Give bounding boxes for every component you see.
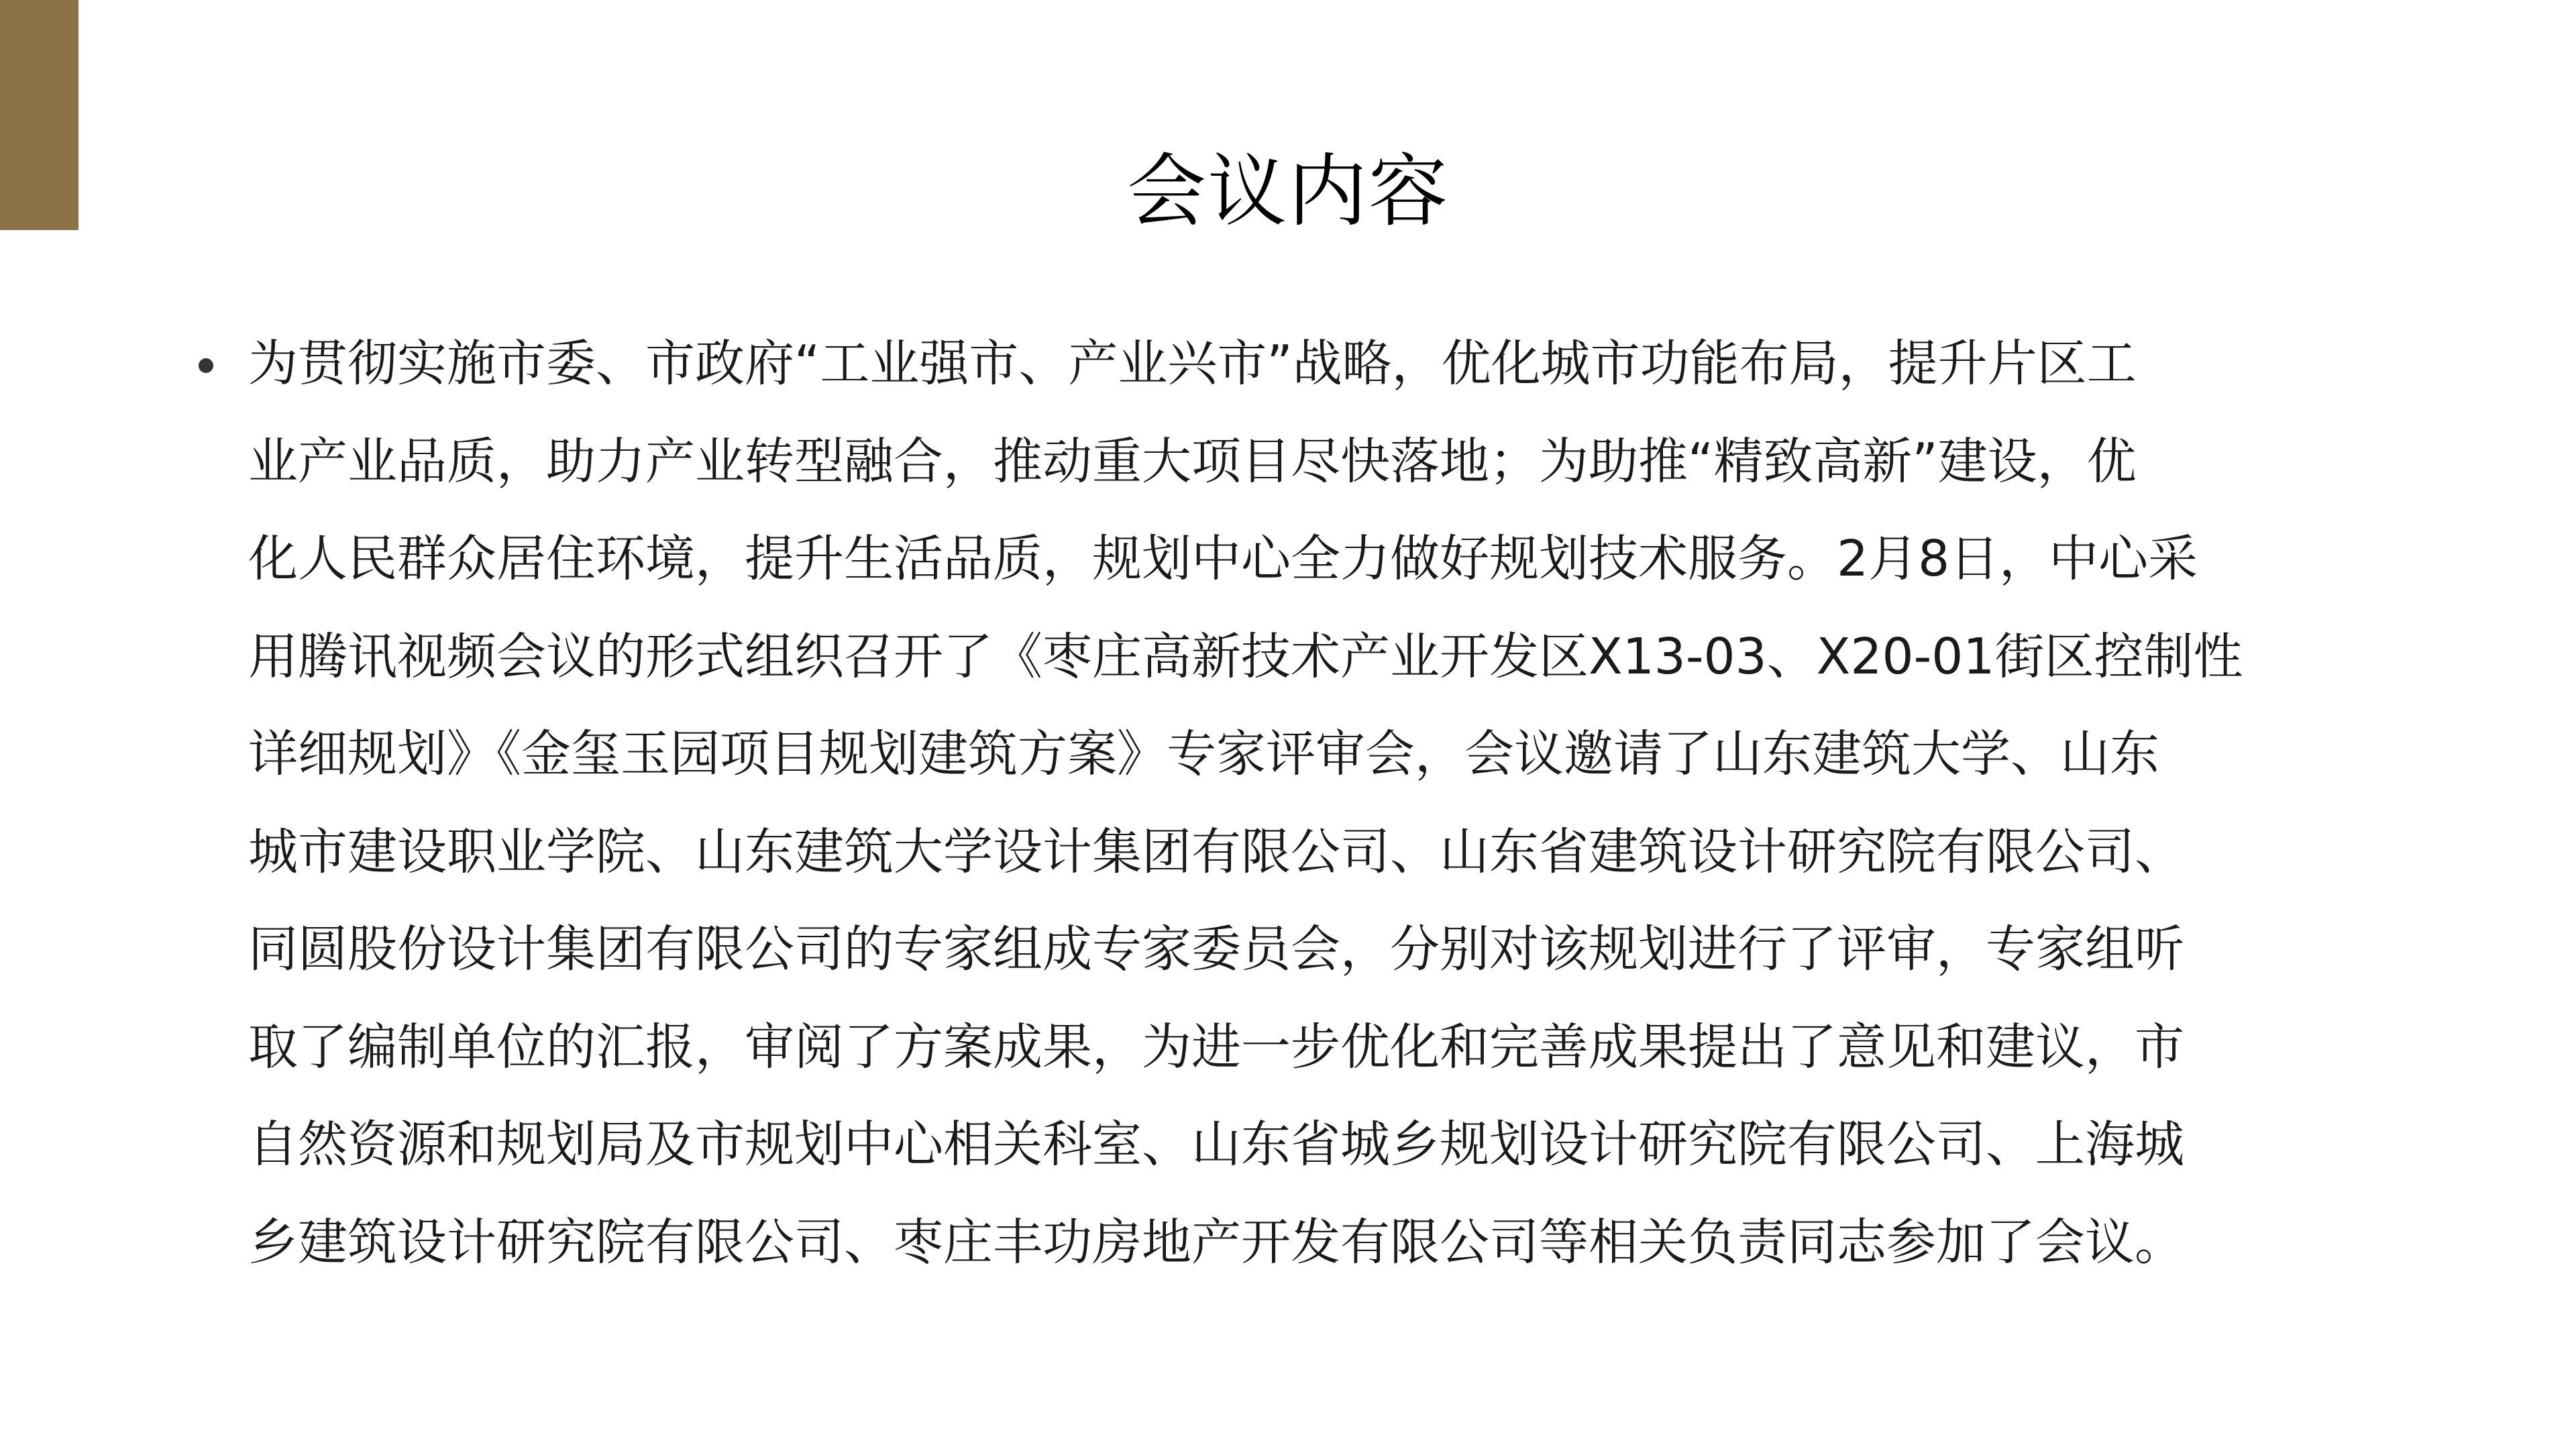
paragraph-line: 乡建筑设计研究院有限公司、枣庄丰功房地产开发有限公司等相关负责同志参加了会议。: [248, 1213, 2184, 1271]
paragraph-line: 化人民群众居住环境，提升生活品质，规划中心全力做好规划技术服务。2月8日，中心采: [248, 530, 2198, 588]
paragraph-line: 城市建设职业学院、山东建筑大学设计集团有限公司、山东省建筑设计研究院有限公司、: [248, 822, 2184, 881]
paragraph-line: 详细规划》《金玺玉园项目规划建筑方案》专家评审会，会议邀请了山东建筑大学、山东: [248, 725, 2159, 783]
paragraph-line: 为贯彻实施市委、市政府“工业强市、产业兴市”战略，优化城市功能布局，提升片区工: [248, 335, 2137, 392]
bullet-dot-icon: [199, 358, 213, 373]
paragraph-line: 业产业品质，助力产业转型融合，推动重大项目尽快落地；为助推“精致高新”建设，优: [248, 432, 2137, 490]
bullet-list: [0, 315, 2576, 1291]
slide-title: 会议内容: [1126, 145, 1449, 237]
bullet-item: [0, 315, 2381, 1291]
paragraph-line: 取了编制单位的汇报，审阅了方案成果，为进一步优化和完善成果提出了意见和建议，市: [248, 1018, 2184, 1076]
paragraph-line: 用腾讯视频会议的形式组织召开了《枣庄高新技术产业开发区X13-03、X20-01街区控制性: [248, 627, 2243, 686]
paragraph-line: 同圆股份设计集团有限公司的专家组成专家委员会，分别对该规划进行了评审，专家组听: [248, 920, 2184, 978]
paragraph-line: 自然资源和规划局及市规划中心相关科室、山东省城乡规划设计研究院有限公司、上海城: [248, 1116, 2184, 1173]
